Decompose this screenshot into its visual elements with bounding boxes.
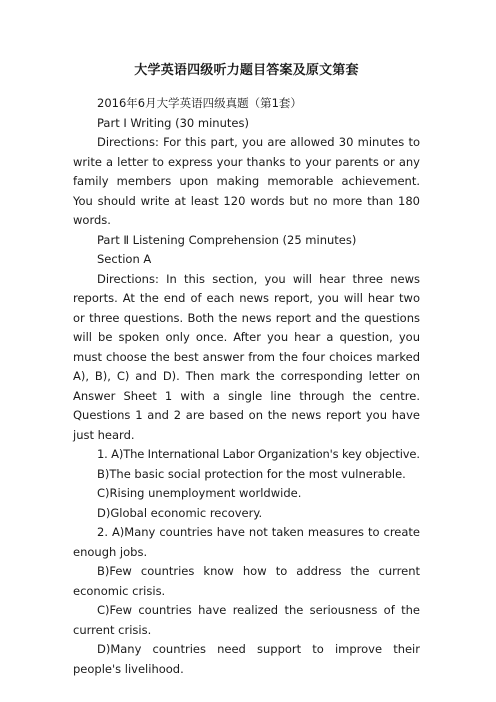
section-a-heading: Section A [97, 252, 152, 266]
question-1-option-b: B)The basic social protection for the most vulnerable. [97, 466, 406, 481]
question-1-option-d: D)Global economic recovery. [97, 505, 263, 520]
question-1-option-a: 1. A)The International Labor Organization's key objective. [97, 447, 420, 461]
question-2-option-b: B)Few countries know how to address the current economic crisis. [73, 564, 420, 598]
writing-directions: Directions: For this part, you are allowed 30 minutes to write a letter to express your thanks to your parents or any family members upon making memorable achievement. You should write at least 120 words but no more than 180 words. [73, 135, 420, 227]
listening-directions: Directions: In this section, you will hear three news reports. At the end of each news report, you will hear two or three questions. Both the news report and the questions will be spoken only once. After you hear a question, you must choose the best answer from the four choices marked A), B), C) and D). Then mark the corresponding letter on Answer Sheet 1 with a single line through the centre. Questions 1 and 2 are based on the news report you have just heard. [73, 271, 420, 442]
part-writing-heading: Part I Writing (30 minutes) [97, 115, 249, 130]
question-2-option-a: 2. A)Many countries have not taken measures to create enough jobs. [73, 525, 420, 559]
part-listening-heading: Part Ⅱ Listening Comprehension (25 minutes) [97, 232, 357, 247]
exam-heading: 2016年6月大学英语四级真题（第1套） [97, 96, 302, 110]
document-title: 大学英语四级听力题目答案及原文第套 [134, 63, 359, 78]
question-1-option-c: C)Rising unemployment worldwide. [97, 486, 302, 500]
question-2-option-c: C)Few countries have realized the seriousness of the current crisis. [73, 603, 420, 637]
question-2-option-d: D)Many countries need support to improve their people's livelihood. [73, 642, 420, 676]
